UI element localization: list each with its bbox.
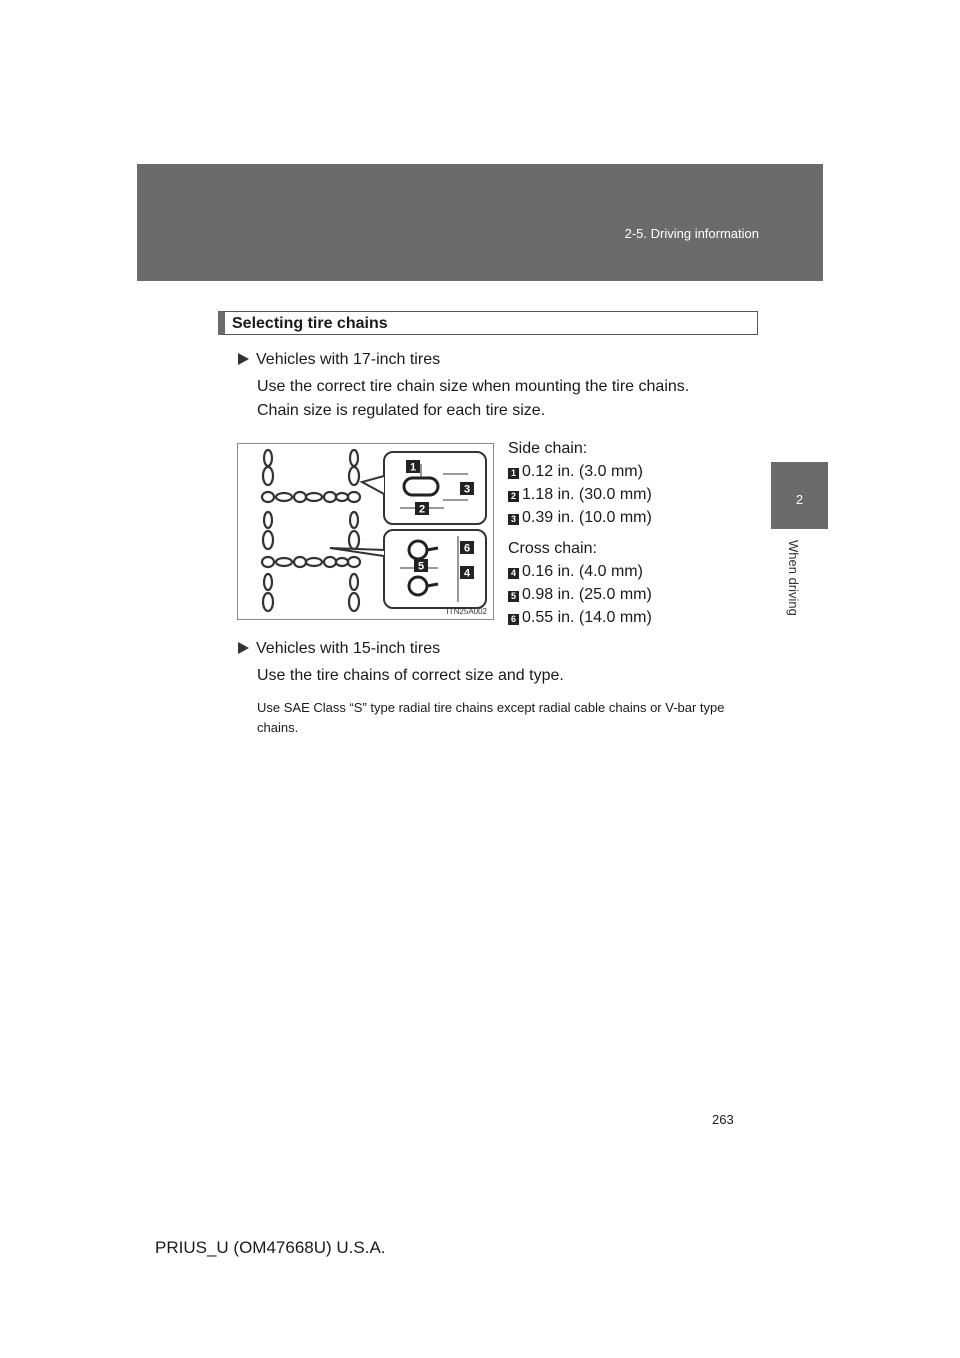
paragraph-line: Chain size is regulated for each tire size. xyxy=(257,402,546,419)
footer-text: PRIUS_U (OM47668U) U.S.A. xyxy=(155,1238,386,1257)
header-band xyxy=(137,164,823,281)
paragraph-line: Use the tire chains of correct size and type. xyxy=(257,667,564,684)
bullet-title: Vehicles with 15-inch tires xyxy=(256,640,441,657)
spec-item xyxy=(508,509,652,527)
chapter-number: 2 xyxy=(795,492,804,507)
callout-number: 1 xyxy=(508,468,519,479)
spec-item xyxy=(508,609,652,627)
spec-item xyxy=(508,486,652,504)
chapter-tab xyxy=(771,462,828,529)
spec-value: 0.16 in. (4.0 mm) xyxy=(522,563,643,580)
cross-chain-title: Cross chain: xyxy=(508,540,597,557)
callout-number: 2 xyxy=(508,491,519,502)
bullet-title: Vehicles with 17-inch tires xyxy=(256,351,441,368)
callout-number: 3 xyxy=(508,514,519,525)
spec-value: 1.18 in. (30.0 mm) xyxy=(522,486,652,503)
bullet-arrow-icon xyxy=(238,353,249,365)
spec-value: 0.12 in. (3.0 mm) xyxy=(522,463,643,480)
callout-number: 5 xyxy=(508,591,519,602)
spec-value: 0.55 in. (14.0 mm) xyxy=(522,609,652,626)
figure-code: ITN25A002 xyxy=(446,607,487,616)
section-heading xyxy=(218,311,758,335)
chapter-label: When driving xyxy=(786,540,801,616)
callout-number: 6 xyxy=(508,614,519,625)
svg-text:5: 5 xyxy=(417,560,425,573)
section-heading-text: Selecting tire chains xyxy=(232,315,388,332)
section-label: 2-5. Driving information xyxy=(624,226,759,241)
callout-number: 4 xyxy=(508,568,519,579)
bullet-17-inch xyxy=(238,351,440,369)
svg-text:4: 4 xyxy=(463,567,471,580)
spec-item xyxy=(508,563,643,581)
svg-text:2: 2 xyxy=(418,503,426,516)
spec-value: 0.39 in. (10.0 mm) xyxy=(522,509,652,526)
tire-chain-illustration xyxy=(238,444,493,619)
svg-text:6: 6 xyxy=(463,542,471,555)
bullet-15-inch xyxy=(238,640,440,658)
svg-text:3: 3 xyxy=(463,483,471,496)
spec-item xyxy=(508,586,652,604)
page-number: 263 xyxy=(712,1112,734,1127)
bullet-arrow-icon xyxy=(238,642,249,654)
side-chain-title: Side chain: xyxy=(508,440,588,457)
svg-text:1: 1 xyxy=(409,461,417,474)
note-text: Use SAE Class “S” type radial tire chains except radial cable chains or V-bar type chains. xyxy=(257,700,725,735)
paragraph-line: Use the correct tire chain size when mounting the tire chains. xyxy=(257,378,690,395)
spec-item xyxy=(508,463,643,481)
tire-chain-figure xyxy=(237,443,494,620)
spec-value: 0.98 in. (25.0 mm) xyxy=(522,586,652,603)
